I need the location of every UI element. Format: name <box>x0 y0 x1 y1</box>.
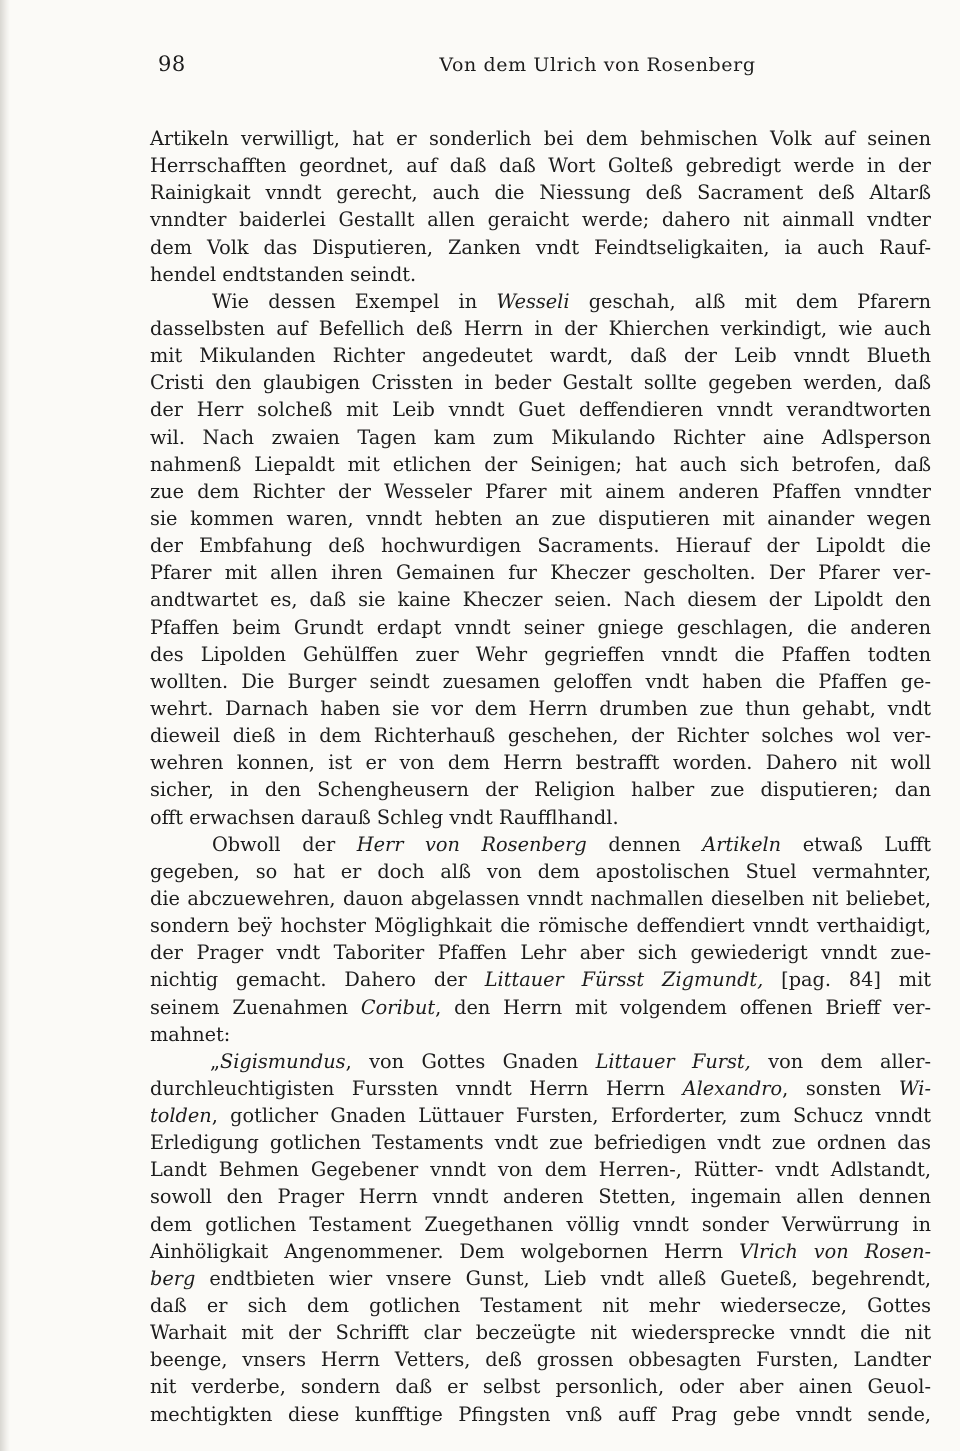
text-segment: zue dem Richter der Wesseler Pfarer mit ainem anderen Pfaffen vnndter <box>150 479 931 503</box>
text-segment: dem gotlichen Testament Zuegethanen völlig vnndt sonder Verwürrung in <box>150 1212 931 1236</box>
text-line <box>150 1211 931 1238</box>
text-line <box>150 179 931 206</box>
italic-text: Coribut <box>360 995 436 1019</box>
italic-text: Sigismundus <box>220 1049 346 1073</box>
text-segment: dem Volk das Disputieren, Zanken vndt Feindtseligkaiten, ia auch Rauf- <box>150 235 931 259</box>
text-segment: Wie dessen Exempel in <box>212 289 497 313</box>
text-line <box>150 1401 931 1428</box>
text-line <box>150 912 931 939</box>
text-line <box>150 234 931 261</box>
text-segment: endtbieten wier vnsere Gunst, Lieb vndt alleß Gueteß, begehrendt, <box>195 1266 931 1290</box>
text-segment: gegeben, so hat er doch alß von dem apostolischen Stuel vermahnter, <box>150 859 931 883</box>
text-line <box>150 939 931 966</box>
text-segment: , von Gottes Gnaden <box>345 1049 596 1073</box>
text-line <box>150 1346 931 1373</box>
text-segment: dasselbsten auf Befellich deß Herrn in der Khierchen verkindigt, wie auch <box>150 316 931 340</box>
italic-text: berg <box>150 1266 196 1290</box>
text-line <box>150 614 931 641</box>
text-segment: sicher, in den Schengheusern der Religion halber zue disputieren; dan <box>150 778 931 802</box>
text-line <box>150 749 931 776</box>
text-line <box>150 206 931 233</box>
text-line <box>150 804 931 831</box>
text-segment: , den Herrn mit volgendem offenen Brieff ver- <box>435 995 931 1019</box>
text-line <box>150 1021 931 1048</box>
text-line <box>150 831 931 858</box>
text-line <box>150 369 931 396</box>
text-line <box>150 1319 931 1346</box>
text-segment: Pfarer mit allen ihren Gemainen fur Kheczer gescholten. Der Pfarer ver- <box>150 561 931 585</box>
text-segment: offt erwachsen darauß Schleg vndt Raufflhandl. <box>150 805 619 829</box>
text-segment: sie kommen waren, vnndt hebten an zue disputieren mit ainander wegen <box>150 506 931 530</box>
italic-text: tolden <box>150 1104 212 1128</box>
text-line <box>150 641 931 668</box>
text-line <box>150 342 931 369</box>
text-segment: hendel endtstanden seindt. <box>150 262 417 286</box>
text-segment: von dem aller- <box>750 1049 931 1073</box>
text-segment: wollten. Die Burger seindt zuesamen geloffen vndt haben die Pfaffen ge- <box>150 669 931 693</box>
text-segment: dieweil dieß in dem Richterhauß geschehen, der Richter solches wol ver- <box>150 724 931 748</box>
text-segment: Landt Behmen Gegebener vnndt von dem Herren-, Rütter- vndt Adlstandt, <box>150 1158 931 1182</box>
text-line <box>150 315 931 342</box>
text-segment: die abczuewehren, dauon abgelassen vnndt nachmallen dieselben nit beliebet, <box>150 886 931 910</box>
text-line <box>150 532 931 559</box>
text-line <box>150 288 931 315</box>
text-segment: nit verderbe, sondern daß er selbst personlich, oder aber ainen Geuol- <box>150 1375 931 1399</box>
text-segment: wil. Nach zwaien Tagen kam zum Mikulando Richter aine Adlsperson <box>150 425 931 449</box>
text-segment: daß er sich dem gotlichen Testament nit mehr wiedersecze, Gottes <box>150 1294 931 1318</box>
italic-text: Alexandro <box>682 1076 783 1100</box>
italic-text: Littauer Furst, <box>595 1049 751 1073</box>
text-line <box>150 1292 931 1319</box>
text-line <box>150 994 931 1021</box>
scan-edge-shadow <box>0 0 10 1451</box>
text-segment: sowoll den Prager Herrn vnndt anderen Stetten, ingemain allen dennen <box>150 1185 931 1209</box>
text-segment: geschah, alß mit dem Pfarern <box>569 289 932 313</box>
page-number: 98 <box>158 52 186 76</box>
text-line <box>150 559 931 586</box>
text-line <box>150 1102 931 1129</box>
text-segment: andtwartet es, daß sie kaine Kheczer seien. Nach diesem der Lipoldt den <box>150 588 931 612</box>
text-segment: Erledigung gotlichen Testaments vndt zue befriedigen vndt zue ordnen das <box>150 1131 931 1155</box>
text-line <box>150 586 931 613</box>
text-segment: [pag. 84] mit <box>763 968 931 992</box>
text-line <box>150 1183 931 1210</box>
text-segment: Herrschafften geordnet, auf daß daß Wort Golteß gebredigt werde in der <box>150 154 931 178</box>
text-segment: Pfaffen beim Grundt erdapt vnndt seiner gniege geschlagen, die anderen <box>150 615 931 639</box>
text-line <box>150 1075 931 1102</box>
text-line <box>150 1129 931 1156</box>
text-segment: Rainigkait vnndt gerecht, auch die Niessung deß Sacrament deß Altarß <box>150 181 931 205</box>
text-segment: dennen <box>586 832 703 856</box>
text-line <box>150 451 931 478</box>
text-line <box>150 695 931 722</box>
text-segment: wehrt. Darnach haben sie vor dem Herrn drumben zue thun gehabt, vndt <box>150 696 931 720</box>
text-line <box>150 125 931 152</box>
text-segment: mechtigkten diese kunfftige Pfingsten vnß auff Prag gebe vnndt sende, <box>150 1402 931 1426</box>
text-segment: der Prager vndt Taboriter Pfaffen Lehr aber sich gewiederigt vnndt zue- <box>150 941 931 965</box>
italic-text: Artikeln <box>702 832 782 856</box>
text-segment: Cristi den glaubigen Crissten in beder Gestalt sollte gegeben werden, daß <box>150 371 931 395</box>
italic-text: Wi- <box>898 1076 931 1100</box>
text-segment: vnndter baiderlei Gestallt allen geraicht werde; dahero nit ainmall vndter <box>150 208 931 232</box>
text-segment: durchleuchtigisten Furssten vnndt Herrn Herrn <box>150 1076 683 1100</box>
text-line <box>150 1238 931 1265</box>
text-segment: des Lipolden Gehülffen zuer Wehr gegrieffen vnndt die Pfaffen todten <box>150 642 931 666</box>
text-line <box>150 478 931 505</box>
italic-text: Littauer Fürsst Zigmundt, <box>484 968 764 992</box>
text-segment: Artikeln verwilligt, hat er sonderlich bei dem behmischen Volk auf seinen <box>150 127 931 150</box>
text-segment: Ainhöligkait Angenommener. Dem wolgebornen Herrn <box>150 1239 740 1263</box>
text-segment: Obwoll der <box>212 832 357 856</box>
page-header <box>150 52 930 84</box>
italic-text: Vlrich von Rosen- <box>739 1239 932 1263</box>
body-text <box>150 125 931 1428</box>
text-line <box>150 858 931 885</box>
text-line <box>150 505 931 532</box>
text-segment: seinem Zuenahmen <box>150 995 361 1019</box>
text-line <box>150 1156 931 1183</box>
text-line <box>150 668 931 695</box>
italic-text: Herr von Rosenberg <box>356 832 587 856</box>
text-line <box>150 966 931 993</box>
text-segment: mahnet: <box>150 1022 231 1046</box>
text-line <box>150 424 931 451</box>
text-segment: sondern beÿ hochster Möglighkait die römische deffendiert vnndt verthaidigt, <box>150 914 931 938</box>
text-line <box>150 261 931 288</box>
text-line <box>150 776 931 803</box>
text-line <box>150 722 931 749</box>
italic-text: Wesseli <box>496 289 570 313</box>
text-line <box>150 152 931 179</box>
text-segment: der Embfahung deß hochwurdigen Sacraments. Hierauf der Lipoldt die <box>150 534 931 558</box>
text-segment: , gotlicher Gnaden Lüttauer Fursten, Erforderter, zum Schucz vnndt <box>211 1104 931 1128</box>
text-segment: etwaß Lufft <box>781 832 931 856</box>
text-segment: wehren konnen, ist er von dem Herrn bestrafft worden. Dahero nit woll <box>150 751 931 775</box>
text-line <box>150 1373 931 1400</box>
text-segment: der Herr solcheß mit Leib vnndt Guet deffendieren vnndt verandtworten <box>150 398 931 422</box>
text-segment: Warhait mit der Schrifft clar beczeügte nit wiedersprecke vnndt die nit <box>150 1321 931 1345</box>
text-segment: beenge, vnsers Herrn Vetters, deß grossen obbesagten Fursten, Landter <box>150 1348 931 1372</box>
text-line <box>150 396 931 423</box>
text-segment: , sonsten <box>782 1076 899 1100</box>
text-segment: nahmenß Liepaldt mit etlichen der Seinigen; hat auch sich betrofen, daß <box>150 452 931 476</box>
text-line <box>150 1048 931 1075</box>
text-segment: mit Mikulanden Richter angedeutet wardt, daß der Leib vnndt Blueth <box>150 344 931 368</box>
text-segment: „ <box>210 1049 220 1073</box>
text-line <box>150 1265 931 1292</box>
text-line <box>150 885 931 912</box>
running-title: Von dem Ulrich von Rosenberg <box>439 54 756 76</box>
text-segment: nichtig gemacht. Dahero der <box>150 968 485 992</box>
